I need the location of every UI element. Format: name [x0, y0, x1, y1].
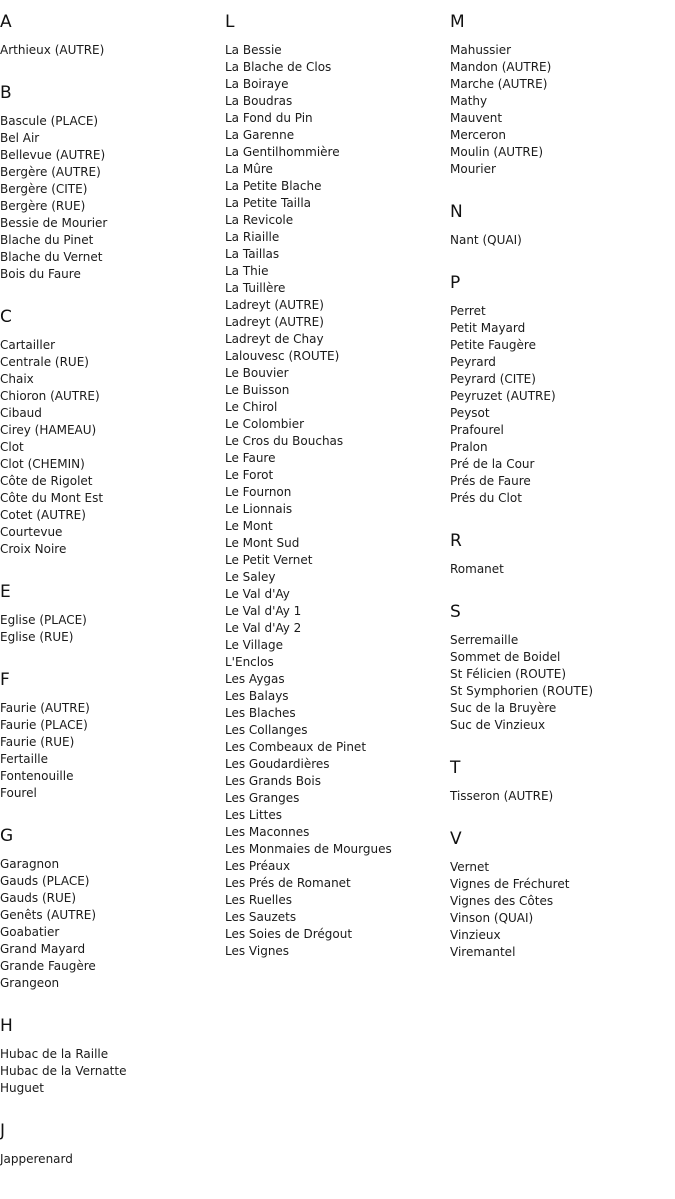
street-index-column-1 [0, 12, 220, 1192]
street-name: Côte de Rigolet [0, 474, 93, 488]
letter-section [450, 531, 670, 578]
street-name: Faurie (RUE) [0, 735, 75, 749]
street-name: Bergère (CITE) [0, 182, 88, 196]
street-name: Les Ruelles [225, 893, 293, 907]
street-list [450, 788, 670, 805]
section-letter-heading: L [225, 12, 235, 32]
street-name: Serremaille [450, 633, 519, 647]
section-letter-heading: T [450, 758, 461, 778]
street-name: Les Soies de Drégout [225, 927, 353, 941]
street-name: Bessie de Mourier [0, 216, 108, 230]
street-name: Les Littes [225, 808, 282, 822]
section-letter-heading: J [0, 1121, 6, 1141]
street-list [450, 232, 670, 249]
street-name: Petite Faugère [450, 338, 536, 352]
street-name: La Thie [225, 264, 269, 278]
street-name: La Taillas [225, 247, 280, 261]
letter-section [450, 12, 670, 178]
street-name: Le Saley [225, 570, 276, 584]
street-name: Chioron (AUTRE) [0, 389, 100, 403]
street-name: Vignes de Fréchuret [450, 877, 570, 891]
street-list [0, 113, 220, 283]
street-name: Bel Air [0, 131, 40, 145]
street-list [0, 1151, 220, 1168]
street-name: Ladreyt (AUTRE) [225, 315, 324, 329]
street-name: Vernet [450, 860, 490, 874]
street-name: Prés de Faure [450, 474, 531, 488]
street-name: Cibaud [0, 406, 42, 420]
section-letter-heading: C [0, 307, 12, 327]
street-name: Peyrard [450, 355, 496, 369]
street-name: Bois du Faure [0, 267, 81, 281]
street-name: Clot [0, 440, 24, 454]
street-name: Garagnon [0, 857, 60, 871]
street-name: Le Forot [225, 468, 274, 482]
street-name: Pralon [450, 440, 488, 454]
street-name: Le Bouvier [225, 366, 289, 380]
street-name: Peyrard (CITE) [450, 372, 536, 386]
section-letter-heading: S [450, 602, 461, 622]
street-name: Le Val d'Ay [225, 587, 290, 601]
street-name: La Mûre [225, 162, 273, 176]
street-name: Croix Noire [0, 542, 67, 556]
street-name: Le Lionnais [225, 502, 293, 516]
street-list [225, 42, 445, 960]
street-name: Grangeon [0, 976, 60, 990]
street-name: Hubac de la Raille [0, 1047, 109, 1061]
letter-section [0, 307, 220, 558]
street-name: Les Aygas [225, 672, 285, 686]
street-name: Hubac de la Vernatte [0, 1064, 127, 1078]
street-name: Les Sauzets [225, 910, 297, 924]
street-name: Romanet [450, 562, 504, 576]
street-name: Le Colombier [225, 417, 305, 431]
letter-section [0, 670, 220, 802]
street-index-column-3 [450, 12, 670, 985]
letter-section [450, 202, 670, 249]
street-name: Chaix [0, 372, 34, 386]
street-name: Fourel [0, 786, 37, 800]
street-name: Grand Mayard [0, 942, 86, 956]
letter-section [0, 826, 220, 992]
letter-section [450, 273, 670, 507]
street-list [0, 1046, 220, 1097]
street-name: Le Petit Vernet [225, 553, 313, 567]
street-name: Le Val d'Ay 2 [225, 621, 302, 635]
street-name: Le Mont Sud [225, 536, 300, 550]
street-name: La Garenne [225, 128, 295, 142]
street-name: Les Combeaux de Pinet [225, 740, 367, 754]
street-list [450, 859, 670, 961]
street-name: Perret [450, 304, 486, 318]
section-letter-heading: G [0, 826, 14, 846]
letter-section [0, 12, 220, 59]
street-name: Genêts (AUTRE) [0, 908, 97, 922]
street-list [0, 856, 220, 992]
street-list [450, 632, 670, 734]
street-name: Sommet de Boidel [450, 650, 561, 664]
street-name: Les Blaches [225, 706, 296, 720]
street-name: Moulin (AUTRE) [450, 145, 543, 159]
letter-section [450, 758, 670, 805]
street-name: Pré de la Cour [450, 457, 535, 471]
street-name: La Revicole [225, 213, 294, 227]
street-name: Centrale (RUE) [0, 355, 89, 369]
street-name: L'Enclos [225, 655, 274, 669]
street-name: Faurie (AUTRE) [0, 701, 90, 715]
street-name: Les Prés de Romanet [225, 876, 351, 890]
street-index-column-2 [225, 12, 445, 984]
street-name: Huguet [0, 1081, 44, 1095]
street-name: La Boudras [225, 94, 293, 108]
street-name: Blache du Pinet [0, 233, 94, 247]
street-name: Gauds (RUE) [0, 891, 77, 905]
street-name: Le Cros du Bouchas [225, 434, 344, 448]
street-name: Japperenard [0, 1152, 73, 1166]
street-name: Le Village [225, 638, 283, 652]
street-name: Cotet (AUTRE) [0, 508, 86, 522]
street-name: Le Mont [225, 519, 273, 533]
street-name: Les Goudardières [225, 757, 330, 771]
street-name: Le Chirol [225, 400, 278, 414]
street-list [450, 303, 670, 507]
street-name: Les Grands Bois [225, 774, 321, 788]
street-name: Blache du Vernet [0, 250, 103, 264]
street-name: Courtevue [0, 525, 63, 539]
section-letter-heading: M [450, 12, 465, 32]
street-name: Peysot [450, 406, 490, 420]
street-name: Mathy [450, 94, 488, 108]
street-name: Eglise (PLACE) [0, 613, 87, 627]
letter-section [0, 1121, 220, 1168]
street-name: Les Balays [225, 689, 289, 703]
street-name: Eglise (RUE) [0, 630, 74, 644]
street-name: Les Maconnes [225, 825, 310, 839]
street-name: Mauvent [450, 111, 503, 125]
street-name: Fertaille [0, 752, 49, 766]
street-name: Vinzieux [450, 928, 501, 942]
letter-section [450, 829, 670, 961]
street-name: La Petite Tailla [225, 196, 312, 210]
street-list [0, 42, 220, 59]
street-name: Merceron [450, 128, 507, 142]
street-name: Clot (CHEMIN) [0, 457, 85, 471]
section-letter-heading: V [450, 829, 462, 849]
street-name: Suc de la Bruyère [450, 701, 557, 715]
street-name: Goabatier [0, 925, 60, 939]
street-name: Ladreyt (AUTRE) [225, 298, 324, 312]
street-name: Lalouvesc (ROUTE) [225, 349, 340, 363]
street-name: Prafourel [450, 423, 504, 437]
section-letter-heading: A [0, 12, 12, 32]
street-name: Suc de Vinzieux [450, 718, 546, 732]
street-name: Le Val d'Ay 1 [225, 604, 302, 618]
street-name: Nant (QUAI) [450, 233, 522, 247]
street-name: La Tuillère [225, 281, 286, 295]
street-name: Fontenouille [0, 769, 74, 783]
street-name: Côte du Mont Est [0, 491, 104, 505]
street-name: Arthieux (AUTRE) [0, 43, 105, 57]
street-list [450, 561, 670, 578]
street-name: Bergère (AUTRE) [0, 165, 101, 179]
street-name: Les Vignes [225, 944, 290, 958]
section-letter-heading: E [0, 582, 11, 602]
street-name: St Félicien (ROUTE) [450, 667, 567, 681]
letter-section [450, 602, 670, 734]
street-name: Viremantel [450, 945, 516, 959]
street-name: Vignes des Côtes [450, 894, 554, 908]
street-name: La Petite Blache [225, 179, 322, 193]
street-name: La Boiraye [225, 77, 289, 91]
street-name: Petit Mayard [450, 321, 526, 335]
street-name: La Gentilhommière [225, 145, 340, 159]
section-letter-heading: R [450, 531, 462, 551]
street-name: Mahussier [450, 43, 512, 57]
street-name: Marche (AUTRE) [450, 77, 548, 91]
street-name: Prés du Clot [450, 491, 522, 505]
street-name: Mourier [450, 162, 496, 176]
letter-section [225, 12, 445, 960]
section-letter-heading: B [0, 83, 12, 103]
street-name: Ladreyt de Chay [225, 332, 324, 346]
street-name: La Fond du Pin [225, 111, 313, 125]
street-name: Grande Faugère [0, 959, 96, 973]
street-name: Le Buisson [225, 383, 290, 397]
street-list [0, 337, 220, 558]
street-name: Les Préaux [225, 859, 291, 873]
street-name: Bellevue (AUTRE) [0, 148, 106, 162]
street-name: Mandon (AUTRE) [450, 60, 552, 74]
street-name: Le Fournon [225, 485, 292, 499]
section-letter-heading: P [450, 273, 461, 293]
street-name: Gauds (PLACE) [0, 874, 90, 888]
section-letter-heading: H [0, 1016, 13, 1036]
street-list [0, 612, 220, 646]
section-letter-heading: F [0, 670, 10, 690]
street-name: St Symphorien (ROUTE) [450, 684, 594, 698]
letter-section [0, 1016, 220, 1097]
street-name: Faurie (PLACE) [0, 718, 88, 732]
street-name: Bergère (RUE) [0, 199, 86, 213]
street-name: Les Monmaies de Mourgues [225, 842, 392, 856]
street-name: Les Collanges [225, 723, 308, 737]
street-list [450, 42, 670, 178]
section-letter-heading: N [450, 202, 463, 222]
letter-section [0, 83, 220, 283]
street-name: La Blache de Clos [225, 60, 332, 74]
street-name: Cartailler [0, 338, 56, 352]
street-name: La Riaille [225, 230, 280, 244]
street-name: Le Faure [225, 451, 276, 465]
street-name: Tisseron (AUTRE) [450, 789, 554, 803]
street-list [0, 700, 220, 802]
street-name: La Bessie [225, 43, 282, 57]
street-name: Cirey (HAMEAU) [0, 423, 97, 437]
street-name: Vinson (QUAI) [450, 911, 534, 925]
street-name: Peyruzet (AUTRE) [450, 389, 556, 403]
street-name: Bascule (PLACE) [0, 114, 99, 128]
street-name: Les Granges [225, 791, 300, 805]
letter-section [0, 582, 220, 646]
